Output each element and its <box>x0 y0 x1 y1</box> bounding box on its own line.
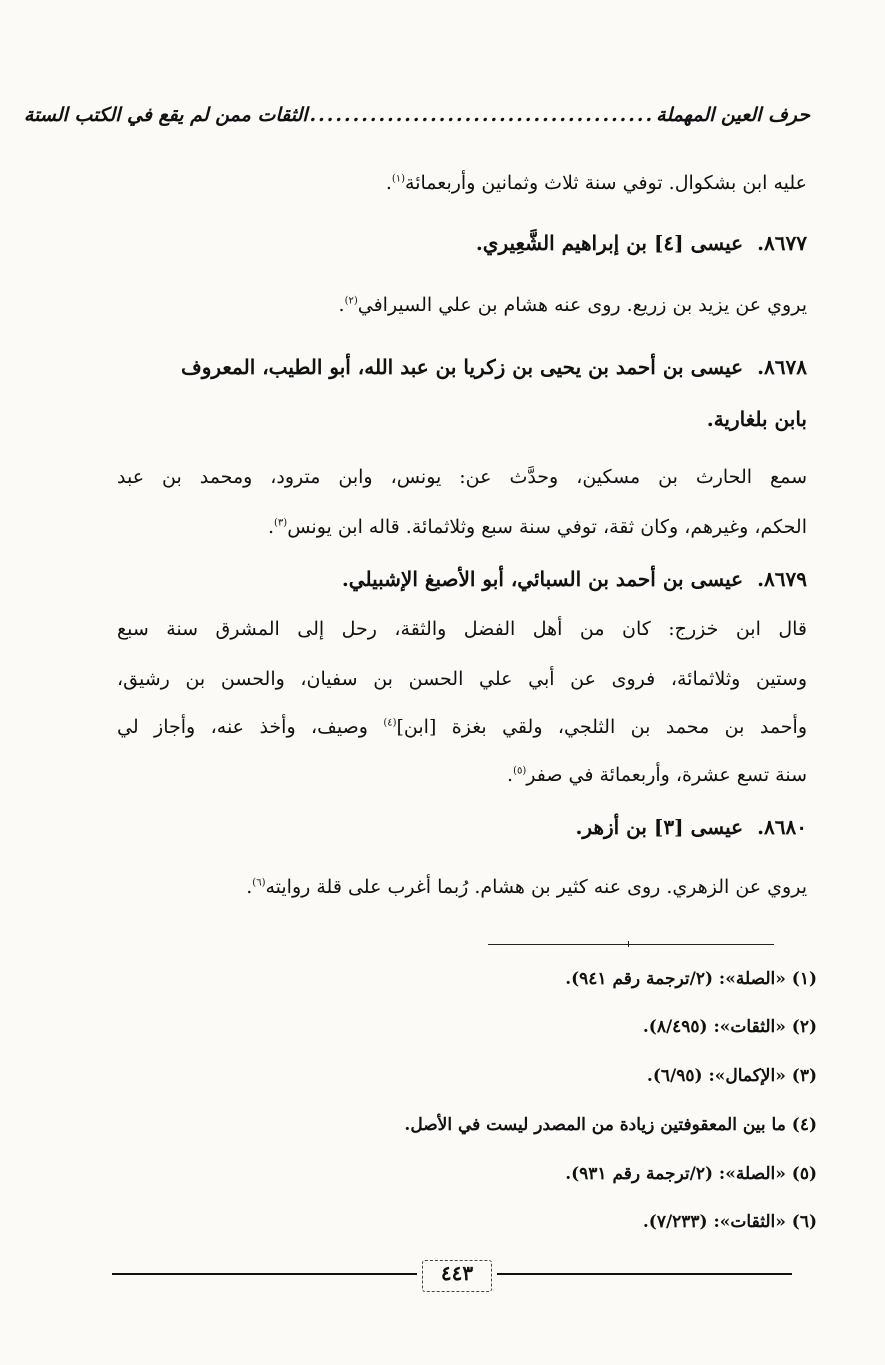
entry-name: عيسى بن أحمد بن يحيى بن زكريا بن عبد الله، أبو الطيب، المعروف <box>180 355 744 379</box>
entry-number: ٨٦٧٩. <box>757 567 807 591</box>
entry-heading <box>117 564 807 594</box>
running-head-dots: ........................................ <box>309 104 655 126</box>
running-head-book-title: الثقات ممن لم يقع في الكتب الستة <box>23 104 308 126</box>
footnote-ref: (١) <box>391 173 406 185</box>
running-head-chapter: حرف العين المهملة <box>656 104 810 126</box>
footnote-ref: (٣) <box>274 517 288 529</box>
footnote: (٥) «الصلة»: (٢/ترجمة رقم ٩٣١). <box>565 1164 817 1184</box>
footnote: (٦) «الثقات»: (٧/٢٣٣). <box>642 1212 817 1232</box>
entry-name: عيسى [٤] بن إبراهيم الشَّعِيري. <box>475 231 744 255</box>
footnote: (٢) «الثقات»: (٨/٤٩٥). <box>642 1017 817 1037</box>
entry-heading-continued <box>117 404 807 434</box>
body-line: عليه ابن بشكوال. توفي سنة ثلاث وثمانين وأربعمائة$^{(١)}$. <box>385 172 807 194</box>
footnote-separator <box>488 944 774 945</box>
footer-rule-right <box>497 1273 792 1275</box>
body-line: وستين وثلاثمائة، فروى عن أبي علي الحسن بن سفيان، والحسن بن رشيق، <box>117 668 807 690</box>
body-text: وصيف، وأخذ عنه، وأجاز لي <box>117 716 384 738</box>
footer-rule-left <box>112 1273 417 1275</box>
running-head <box>23 104 810 126</box>
body-line: سنة تسع عشرة، وأربعمائة في صفر$^{(٥)}$. <box>507 764 807 786</box>
body-text: وأحمد بن محمد بن الثلجي، ولقي بغزة [ابن] <box>396 716 807 738</box>
footnote-ref: (٥) <box>513 765 527 777</box>
entry-heading <box>117 228 807 258</box>
entry-number: ٨٦٧٧. <box>757 231 807 255</box>
page-number-text: ٤٤٣ <box>440 1261 474 1285</box>
entry-number: ٨٦٨٠. <box>757 815 807 839</box>
page-number-frame <box>422 1260 492 1292</box>
body-line: سمع الحارث بن مسكين، وحدَّث عن: يونس، وابن مترود، ومحمد بن عبد <box>117 466 807 488</box>
body-line: قال ابن خزرج: كان من أهل الفضل والثقة، رحل إلى المشرق سنة سبع <box>117 618 807 640</box>
entry-heading <box>117 812 807 842</box>
footnote-ref: (٦) <box>252 877 266 889</box>
body-text: عليه ابن بشكوال. توفي سنة ثلاث وثمانين وأربعمائة <box>405 172 807 194</box>
footnote: (٣) «الإكمال»: (٦/٩٥). <box>646 1066 817 1086</box>
footnote: (٤) ما بين المعقوفتين زيادة من المصدر ليست في الأصل. <box>404 1115 817 1135</box>
footnote-ref: (٢) <box>344 295 358 307</box>
body-line <box>117 712 807 742</box>
body-text: يروي عن الزهري. روى عنه كثير بن هشام. رُبما أغرب على قلة روايته <box>265 876 807 898</box>
body-line: يروي عن يزيد بن زريع. روى عنه هشام بن علي السيرافي$^{(٢)}$. <box>338 294 807 316</box>
body-text: سنة تسع عشرة، وأربعمائة في صفر <box>526 764 807 786</box>
body-line: الحكم، وغيرهم، وكان ثقة، توفي سنة سبع وثلاثمائة. قاله ابن يونس$^{(٣)}$. <box>267 516 807 538</box>
body-text: يروي عن يزيد بن زريع. روى عنه هشام بن علي السيرافي <box>357 294 807 316</box>
entry-name: بابن بلغارية. <box>706 407 807 431</box>
entry-number: ٨٦٧٨. <box>757 355 807 379</box>
entry-name: عيسى بن أحمد بن السبائي، أبو الأصبغ الإشبيلي. <box>341 567 744 591</box>
body-text: الحكم، وغيرهم، وكان ثقة، توفي سنة سبع وثلاثمائة. قاله ابن يونس <box>287 516 807 538</box>
body-line: يروي عن الزهري. روى عنه كثير بن هشام. رُبما أغرب على قلة روايته$^{(٦)}$. <box>246 876 807 898</box>
footnote-ref: (٤) <box>383 717 397 729</box>
page-number <box>418 1258 496 1298</box>
entry-name: عيسى [٣] بن أزهر. <box>575 815 744 839</box>
footnote: (١) «الصلة»: (٢/ترجمة رقم ٩٤١). <box>565 969 817 989</box>
entry-heading <box>117 352 807 382</box>
